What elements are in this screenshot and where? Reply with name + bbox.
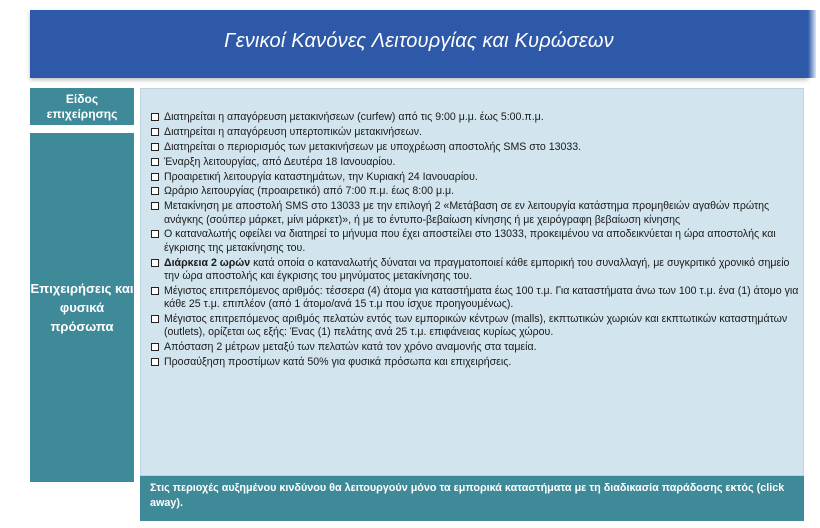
list-item: Απόσταση 2 μέτρων μεταξύ των πελατών κατά τον χρόνο αναμονής στα ταμεία.: [151, 341, 799, 354]
checkbox-icon: [151, 259, 159, 267]
list-item: Διατηρείται η απαγόρευση μετακινήσεων (curfew) από τις 9:00 μ.μ. έως 5:00.π.μ.: [151, 111, 799, 124]
page-title: Γενικοί Κανόνες Λειτουργίας και Κυρώσεων: [224, 30, 614, 52]
entities-label: Επιχειρήσεις και φυσικά πρόσωπα: [30, 133, 134, 482]
list-item: Διάρκεια 2 ωρών κατά οποία ο καταναλωτής δύναται να πραγματοποιεί κάθε εμπορική του συναλλαγή, με συγκριτικό χρονικό σημείο την ώρα αποστολής και έγκρισης του μηνύματος μετακίνησης του.: [151, 257, 799, 283]
checkbox-icon: [151, 230, 159, 238]
checkbox-icon: [151, 343, 159, 351]
rules-panel: [140, 88, 804, 476]
list-item: Μέγιστος επιτρεπόμενος αριθμός πελατών εντός των εμπορικών κέντρων (malls), εκπτωτικών χωριών και εκπτωτικών καταστημάτων (outlets), ορίζεται ως εξής: Ένας (1) πελάτης ανά 25 τ.μ. επιφάνειας κυρίως χώρου.: [151, 313, 799, 339]
checkbox-icon: [151, 315, 159, 323]
high-risk-note: Στις περιοχές αυξημένου κινδύνου θα λειτουργούν μόνο τα εμπορικά καταστήματα με τη διαδικασία παράδοσης εκτός (click away).: [140, 476, 804, 521]
checkbox-icon: [151, 287, 159, 295]
list-item: Μετακίνηση με αποστολή SMS στο 13033 με την επιλογή 2 «Μετάβαση σε εν λειτουργία κατάστημα προμηθειών αγαθών πρώτης ανάγκης (σούπερ μάρκετ, μίνι μάρκετ)», ή με το έντυπο-βεβαίωση κίνησης ή με χειρόγραφη βεβαίωση κίνησης: [151, 200, 799, 226]
list-item: Προσαύξηση προστίμων κατά 50% για φυσικά πρόσωπα και επιχειρήσεις.: [151, 356, 799, 369]
list-item: Προαιρετική λειτουργία καταστημάτων, την Κυριακή 24 Ιανουαρίου.: [151, 171, 799, 184]
list-item: Έναρξη λειτουργίας, από Δευτέρα 18 Ιανουαρίου.: [151, 156, 799, 169]
title-banner: [30, 10, 808, 78]
list-item: Ωράριο λειτουργίας (προαιρετικό) από 7:00 π.μ. έως 8:00 μ.μ.: [151, 185, 799, 198]
list-item: Διατηρείται η απαγόρευση υπερτοπικών μετακινήσεων.: [151, 126, 799, 139]
checkbox-icon: [151, 187, 159, 195]
list-item: Ο καταναλωτής οφείλει να διατηρεί το μήνυμα που έχει αποστείλει στο 13033, προκειμένου να αποδεικνύεται η ώρα αποστολής και έγκρισης της μετακίνησης του.: [151, 228, 799, 254]
checkbox-icon: [151, 158, 159, 166]
rules-list: [151, 111, 799, 371]
checkbox-icon: [151, 173, 159, 181]
checkbox-icon: [151, 128, 159, 136]
checkbox-icon: [151, 143, 159, 151]
checkbox-icon: [151, 113, 159, 121]
duration-highlight: Διάρκεια 2 ωρών: [164, 256, 251, 269]
list-item: Μέγιστος επιτρεπόμενος αριθμός: τέσσερα (4) άτομα για καταστήματα έως 100 τ.μ. Για καταστήματα άνω των 100 τ.μ. ένα (1) άτομο για κάθε 25 τ.μ. επιπλέον (από 1 άτομο/ανά 15 τ.μ που ίσχυε προηγουμένως).: [151, 285, 799, 311]
checkbox-icon: [151, 202, 159, 210]
list-item: Διατηρείται ο περιορισμός των μετακινήσεων με υποχρέωση αποστολής SMS στο 13033.: [151, 141, 799, 154]
business-type-label: Είδος επιχείρησης: [30, 88, 134, 125]
checkbox-icon: [151, 358, 159, 366]
